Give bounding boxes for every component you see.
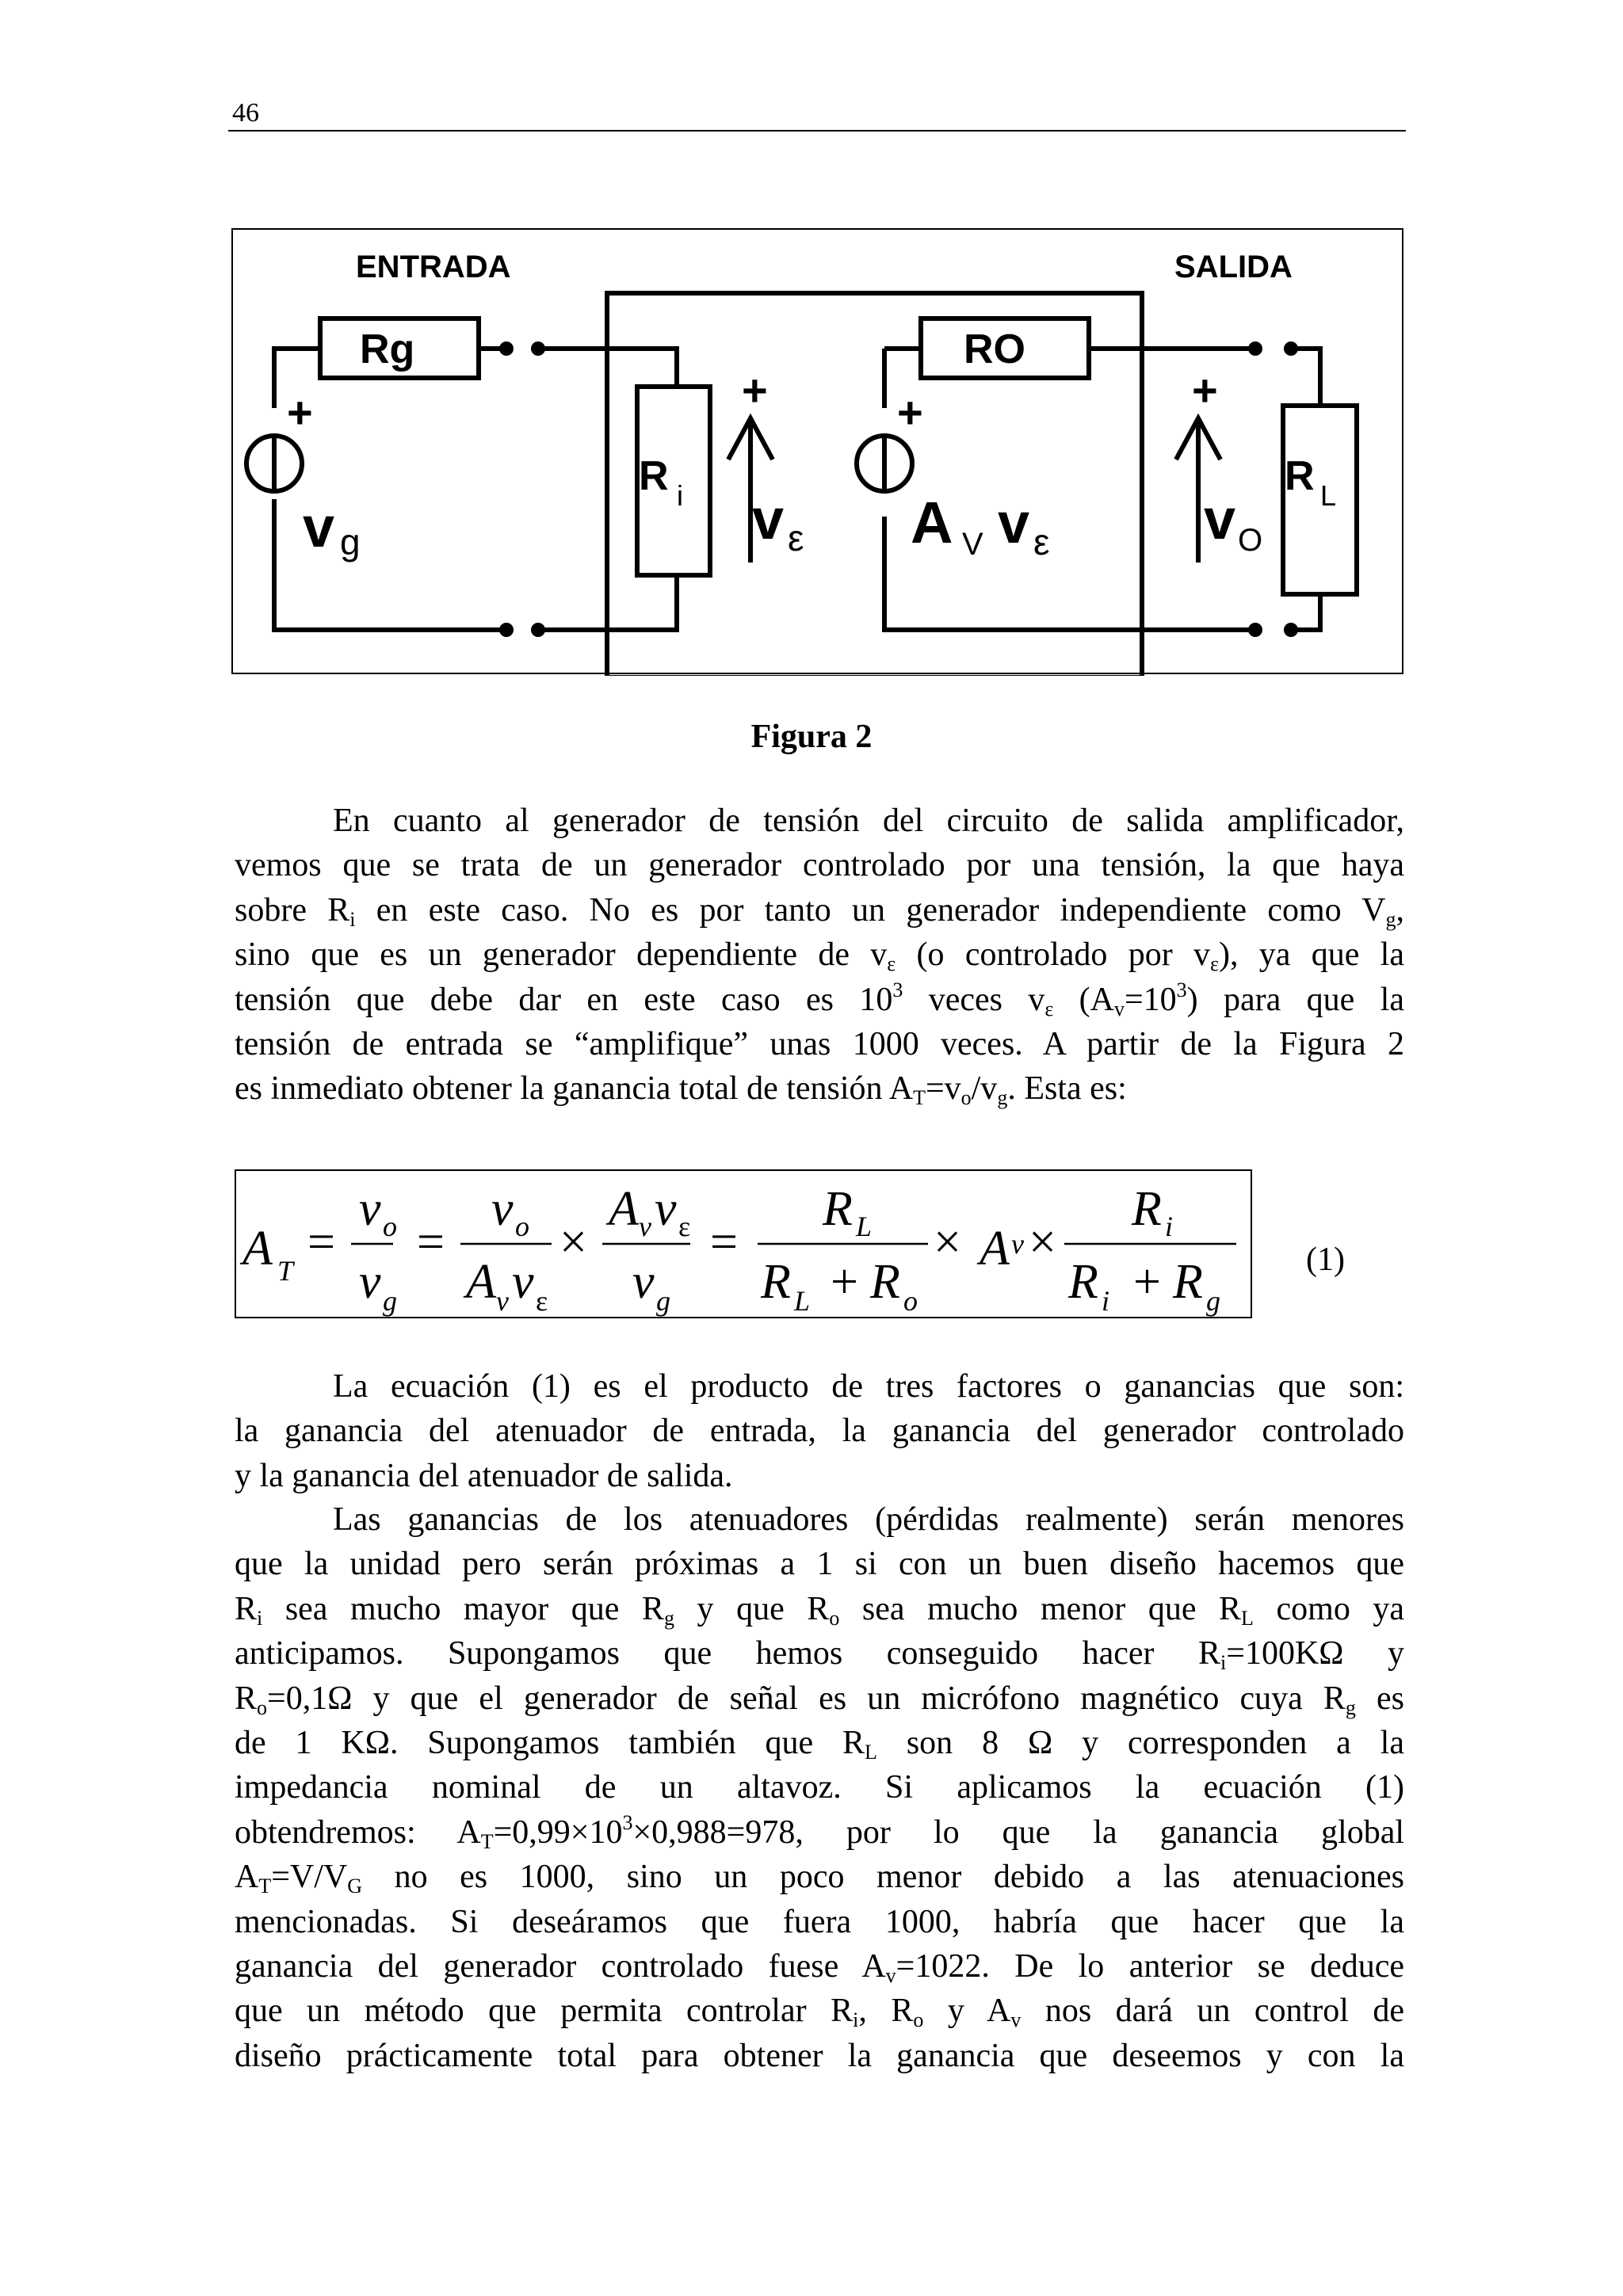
paragraph-2 xyxy=(235,1364,1404,1498)
header-rule xyxy=(228,130,1406,132)
label-ri: R xyxy=(639,453,669,499)
svg-text:o: o xyxy=(383,1211,397,1242)
text-line: la ganancia del atenuador de entrada, la ganancia del generador controlado xyxy=(235,1413,1404,1450)
svg-text:v: v xyxy=(655,1182,677,1236)
circuit-figure xyxy=(231,228,1403,674)
text-line: diseño prácticamente total para obtener la ganancia que deseemos y con la xyxy=(235,2037,1404,2074)
text-line: tensión que debe dar en este caso es $10^3$ veces $v_\varepsilon$ $(A_v=10^3)$ para que la xyxy=(235,978,1404,1020)
svg-text:A: A xyxy=(980,1222,1010,1276)
equation-number: (1) xyxy=(1306,1241,1345,1278)
text-line: $A_T=V/V_G$ no es 1000, sino un poco menor debido a las atenuaciones xyxy=(235,1859,1404,1898)
svg-text:R: R xyxy=(823,1182,853,1236)
svg-text:=: = xyxy=(417,1215,445,1269)
svg-text:v: v xyxy=(491,1182,514,1236)
label-av-sub: V xyxy=(962,527,983,562)
svg-text:R: R xyxy=(761,1255,791,1309)
text-line: y la ganancia del atenuador de salida. xyxy=(235,1457,733,1494)
svg-text:R: R xyxy=(1068,1255,1098,1309)
svg-text:v: v xyxy=(359,1182,381,1236)
text-line: sobre $R_i$ en este caso. No es por tanto un generador independiente como $V_g$, xyxy=(235,891,1404,931)
svg-text:ε: ε xyxy=(678,1211,691,1242)
text-line: obtendremos: $A_T=0,99\times 10^3\times 0,988=978$, por lo que la ganancia global xyxy=(235,1810,1404,1853)
svg-text:×: × xyxy=(1029,1215,1056,1269)
svg-text:v: v xyxy=(496,1285,509,1317)
svg-text:v: v xyxy=(512,1255,534,1309)
text-line: Las ganancias de los atenuadores (pérdidas realmente) serán menores xyxy=(333,1501,1404,1538)
label-entrada: ENTRADA xyxy=(356,250,511,284)
svg-text:R: R xyxy=(1132,1182,1162,1236)
svg-text:v: v xyxy=(1011,1228,1024,1260)
text-line: $R_o=0,1\Omega$ y que el generador de señal es un micrófono magnético cuya $R_g$ es xyxy=(235,1680,1404,1719)
label-ri-sub: i xyxy=(677,479,683,512)
svg-text:g: g xyxy=(656,1285,670,1317)
paragraph-3 xyxy=(235,1497,1404,2078)
svg-text:g: g xyxy=(383,1285,397,1317)
label-av-a: A xyxy=(911,490,953,555)
svg-text:L: L xyxy=(856,1211,873,1242)
svg-text:R: R xyxy=(1173,1255,1203,1309)
text-line: de 1 KΩ. Supongamos también que $R_L$ son 8 Ω y corresponden a la xyxy=(235,1724,1404,1764)
label-salida: SALIDA xyxy=(1174,250,1293,284)
label-rl: R xyxy=(1285,453,1315,499)
svg-text:=: = xyxy=(710,1215,738,1269)
plus-vg: + xyxy=(287,387,313,437)
text-line: que un método que permita controlar $R_i$, $R_o$ y $A_v$ nos dará un control de xyxy=(235,1993,1405,2032)
text-line: tensión de entrada se “amplifique” unas 1000 veces. A partir de la Figura 2 xyxy=(235,1025,1404,1062)
label-rg: Rg xyxy=(360,326,415,372)
svg-text:i: i xyxy=(1102,1285,1110,1317)
label-rl-sub: L xyxy=(1320,479,1337,512)
label-av-eps: ε xyxy=(1033,521,1050,563)
label-ve: v xyxy=(752,488,785,551)
plus-ve: + xyxy=(742,365,768,415)
text-line: En cuanto al generador de tensión del circuito de salida amplificador, xyxy=(333,803,1404,839)
svg-text:T: T xyxy=(277,1255,294,1287)
svg-text:A: A xyxy=(609,1182,639,1236)
plus-vo: + xyxy=(1192,365,1218,415)
svg-text:i: i xyxy=(1165,1211,1174,1242)
figure-caption: Figura 2 xyxy=(750,719,873,755)
label-av-v: v xyxy=(998,492,1030,555)
svg-text:×: × xyxy=(559,1215,587,1269)
svg-text:L: L xyxy=(794,1285,811,1317)
svg-text:R: R xyxy=(870,1255,900,1309)
text-line: impedancia nominal de un altavoz. Si aplicamos la ecuación (1) xyxy=(235,1769,1404,1806)
svg-text:v: v xyxy=(639,1211,651,1242)
equation-box xyxy=(235,1169,1252,1318)
text-line: $R_i$ sea mucho mayor que $R_g$ y que $R_o$ sea mucho menor que $R_L$ como ya xyxy=(235,1590,1405,1630)
text-line: ganancia del generador controlado fuese $A_v=1022$. De lo anterior se deduce xyxy=(235,1947,1404,1987)
label-ve-sub: ε xyxy=(788,517,804,559)
text-line: que la unidad pero serán próximas a 1 si con un buen diseño hacemos que xyxy=(235,1546,1404,1583)
svg-text:o: o xyxy=(515,1211,529,1242)
label-ro: RO xyxy=(964,326,1025,372)
text-line: vemos que se trata de un generador controlado por una tensión, la que haya xyxy=(235,847,1404,884)
svg-text:v: v xyxy=(632,1255,655,1309)
label-vo-sub: O xyxy=(1238,523,1263,558)
svg-text:v: v xyxy=(359,1255,381,1309)
label-vg: v xyxy=(303,496,335,559)
svg-text:+: + xyxy=(1133,1255,1161,1309)
text-line: sino que es un generador dependiente de $v_\varepsilon$ (o controlado por $v_\varepsilon$), ya que la xyxy=(235,936,1404,976)
text-line: La ecuación (1) es el producto de tres factores o ganancias que son: xyxy=(333,1368,1404,1405)
page-number: 46 xyxy=(232,98,259,128)
svg-text:A: A xyxy=(466,1255,496,1309)
label-vg-sub: g xyxy=(340,521,361,563)
text-line: anticipamos. Supongamos que hemos conseguido hacer $R_i=100K\Omega$ y xyxy=(235,1635,1405,1675)
svg-text:ε: ε xyxy=(536,1285,548,1317)
text-line: mencionadas. Si deseáramos que fuera 1000, habría que hacer que la xyxy=(235,1903,1404,1940)
label-vo: v xyxy=(1204,488,1236,551)
gain-equation xyxy=(236,1171,1254,1320)
text-line: es inmediato obtener la ganancia total de tensión $A_T=v_o/v_g$. Esta es: xyxy=(235,1070,1127,1110)
svg-text:g: g xyxy=(1206,1285,1220,1317)
svg-text:=: = xyxy=(307,1215,335,1269)
circuit-diagram xyxy=(233,230,1405,676)
svg-text:o: o xyxy=(903,1285,918,1317)
svg-text:A: A xyxy=(242,1222,273,1276)
paragraph-1 xyxy=(235,799,1404,1112)
svg-text:+: + xyxy=(831,1255,858,1309)
svg-text:×: × xyxy=(934,1215,961,1269)
plus-av: + xyxy=(897,387,923,437)
